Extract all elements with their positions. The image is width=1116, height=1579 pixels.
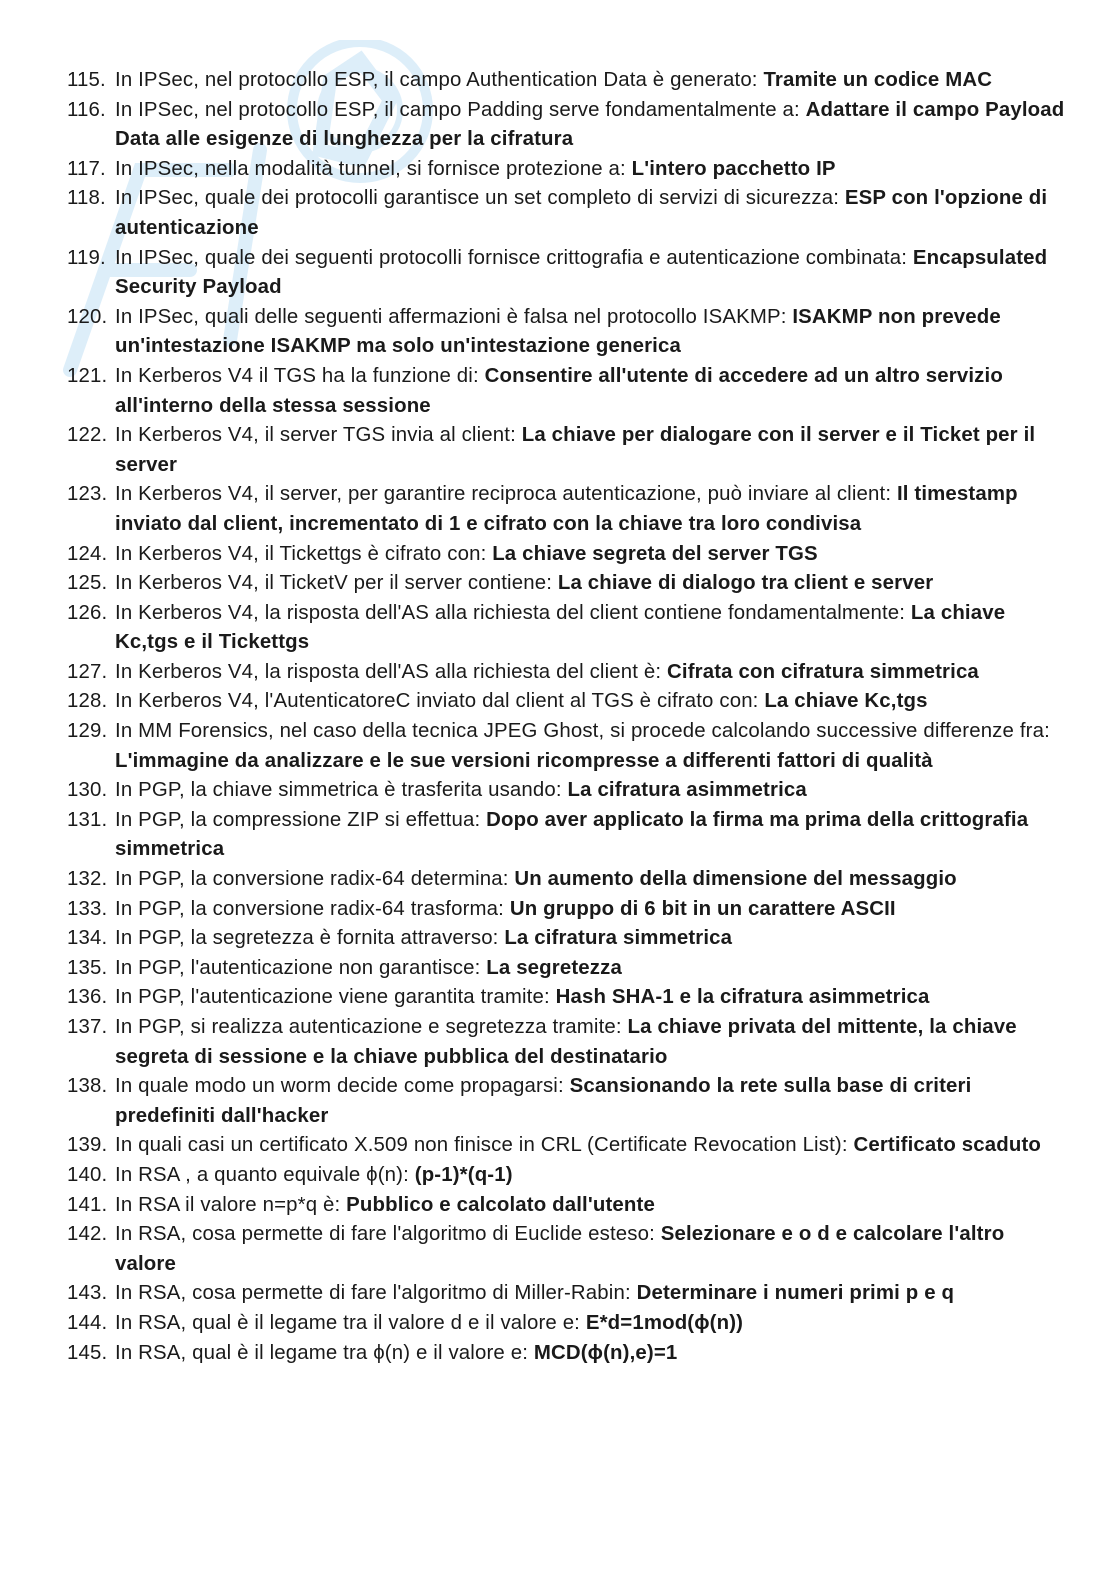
- item-number: 115.: [67, 69, 106, 91]
- item-question: In RSA, qual è il legame tra ϕ(n) e il valore e:: [115, 1341, 534, 1364]
- list-item: [67, 924, 1067, 954]
- item-answer: La segretezza: [486, 956, 622, 979]
- item-number: 128.: [67, 690, 108, 713]
- item-answer: Un gruppo di 6 bit in un carattere ASCII: [509, 897, 896, 920]
- item-answer: Pubblico e calcolato dall'utente: [346, 1193, 655, 1216]
- item-answer: Hash SHA-1 e la cifratura asimmetrica: [555, 986, 930, 1009]
- item-answer: La chiave segreta del server TGS: [492, 542, 818, 565]
- item-number: 122.: [67, 424, 108, 447]
- item-answer: Determinare i numeri primi p e q: [636, 1282, 955, 1305]
- item-number: 123.: [67, 483, 108, 506]
- item-answer: Certificato scaduto: [853, 1134, 1041, 1157]
- item-number: 142.: [67, 1223, 108, 1246]
- item-question: In Kerberos V4, la risposta dell'AS alla richiesta del client è:: [115, 660, 668, 683]
- item-number: 130.: [67, 779, 108, 802]
- list-item: [67, 96, 1067, 155]
- list-item: [67, 1339, 1067, 1369]
- item-question: In MM Forensics, nel caso della tecnica JPEG Ghost, si procede calcolando successive differenze fra:: [115, 720, 1050, 743]
- list-item: [67, 983, 1067, 1013]
- item-question: In IPSec, quale dei seguenti protocolli fornisce crittografia e autenticazione combinata:: [115, 246, 913, 269]
- item-question: In PGP, la segretezza è fornita attraverso:: [115, 927, 505, 950]
- item-question: In IPSec, nel protocollo ESP, il campo Authentication Data è generato:: [115, 69, 764, 91]
- list-item: [67, 1309, 1067, 1339]
- item-number: 141.: [67, 1193, 108, 1216]
- item-answer: Il timestamp inviato dal client, incrementato di 1 e cifrato con la chiave tra loro condivisa: [115, 483, 1018, 535]
- item-number: 127.: [67, 660, 108, 683]
- list-item: [67, 1191, 1067, 1221]
- item-number: 131.: [67, 808, 108, 831]
- item-answer: Cifrata con cifratura simmetrica: [667, 660, 979, 683]
- item-question: In Kerberos V4 il TGS ha la funzione di:: [115, 364, 485, 387]
- item-number: 136.: [67, 986, 108, 1009]
- item-number: 145.: [67, 1341, 108, 1364]
- list-item: [67, 658, 1067, 688]
- item-question: In Kerberos V4, il server TGS invia al client:: [115, 424, 522, 447]
- item-question: In RSA, cosa permette di fare l'algoritmo di Miller-Rabin:: [115, 1282, 637, 1305]
- item-number: 144.: [67, 1311, 108, 1334]
- item-number: 116.: [67, 98, 106, 121]
- item-answer: Un aumento della dimensione del messaggio: [514, 868, 957, 891]
- item-answer: Consentire all'utente di accedere ad un altro servizio all'interno della stessa sessione: [115, 364, 1003, 417]
- item-question: In IPSec, nella modalità tunnel, si fornisce protezione a:: [115, 157, 632, 180]
- item-question: In PGP, l'autenticazione non garantisce:: [115, 956, 487, 979]
- item-number: 143.: [67, 1282, 108, 1305]
- list-item: [67, 155, 1067, 185]
- item-question: In RSA, cosa permette di fare l'algoritmo di Euclide esteso:: [115, 1223, 661, 1246]
- item-number: 139.: [67, 1134, 108, 1157]
- list-item: [67, 1220, 1067, 1279]
- list-item: [67, 66, 1067, 96]
- item-question: In Kerberos V4, la risposta dell'AS alla richiesta del client contiene fondamentalmente:: [115, 601, 911, 624]
- list-item: [67, 1279, 1067, 1309]
- item-answer: Tramite un codice MAC: [763, 69, 993, 91]
- list-item: [67, 1161, 1067, 1191]
- item-number: 117.: [67, 157, 106, 180]
- item-answer: L'immagine da analizzare e le sue versioni ricompresse a differenti fattori di qualità: [115, 749, 933, 772]
- item-number: 133.: [67, 897, 108, 920]
- list-item: [67, 421, 1067, 480]
- item-number: 126.: [67, 601, 108, 624]
- item-number: 140.: [67, 1163, 108, 1186]
- item-answer: Adattare il campo Payload Data alle esigenze di lunghezza per la cifratura: [115, 98, 1065, 151]
- item-question: In Kerberos V4, l'AutenticatoreC inviato dal client al TGS è cifrato con:: [115, 690, 765, 713]
- item-number: 124.: [67, 542, 108, 565]
- item-answer: (p-1)*(q-1): [414, 1163, 513, 1186]
- list-item: [67, 184, 1067, 243]
- list-item: [67, 599, 1067, 658]
- item-number: 121.: [67, 364, 108, 387]
- item-answer: Selezionare e o d e calcolare l'altro valore: [115, 1223, 1005, 1275]
- list-item: [67, 540, 1067, 570]
- item-question: In IPSec, nel protocollo ESP, il campo Padding serve fondamentalmente a:: [115, 98, 806, 121]
- item-number: 132.: [67, 868, 108, 891]
- list-item: [67, 954, 1067, 984]
- item-number: 129.: [67, 720, 108, 743]
- item-answer: E*d=1mod(ϕ(n)): [585, 1311, 744, 1334]
- item-number: 137.: [67, 1016, 108, 1038]
- item-answer: ISAKMP non prevede un'intestazione ISAKMP ma solo un'intestazione generica: [115, 305, 1001, 358]
- item-number: 138.: [67, 1075, 108, 1098]
- item-answer: L'intero pacchetto IP: [631, 157, 836, 180]
- item-answer: La cifratura simmetrica: [504, 927, 733, 950]
- list-item: [67, 895, 1067, 925]
- item-question: In quali casi un certificato X.509 non finisce in CRL (Certificate Revocation List):: [115, 1134, 854, 1157]
- item-question: In PGP, la conversione radix-64 trasforma:: [115, 897, 510, 920]
- item-question: In PGP, si realizza autenticazione e segretezza tramite:: [115, 1016, 628, 1038]
- item-answer: Scansionando la rete sulla base di criteri predefiniti dall'hacker: [115, 1075, 972, 1127]
- item-answer: La chiave privata del mittente, la chiave segreta di sessione e la chiave pubblica del destinatario: [115, 1016, 1017, 1068]
- list-item: [67, 480, 1067, 539]
- item-question: In RSA il valore n=p*q è:: [115, 1193, 347, 1216]
- list-item: [67, 244, 1067, 303]
- item-answer: La chiave di dialogo tra client e server: [557, 572, 934, 595]
- item-question: In RSA , a quanto equivale ϕ(n):: [115, 1163, 415, 1186]
- list-item: [67, 362, 1067, 421]
- list-item: [67, 1131, 1067, 1161]
- item-number: 125.: [67, 572, 108, 595]
- item-answer: ESP con l'opzione di autenticazione: [115, 187, 1048, 239]
- item-question: In PGP, l'autenticazione viene garantita tramite:: [115, 986, 556, 1009]
- list-item: [67, 1013, 1067, 1072]
- list-item: [67, 687, 1067, 717]
- item-answer: La cifratura asimmetrica: [567, 779, 807, 802]
- item-number: 119.: [67, 246, 106, 269]
- item-answer: La chiave per dialogare con il server e il Ticket per il server: [115, 424, 1036, 476]
- item-question: In PGP, la compressione ZIP si effettua:: [115, 808, 487, 831]
- item-question: In quale modo un worm decide come propagarsi:: [115, 1075, 570, 1098]
- item-question: In RSA, qual è il legame tra il valore d e il valore e:: [115, 1311, 586, 1334]
- item-answer: Dopo aver applicato la firma ma prima della crittografia simmetrica: [115, 808, 1029, 861]
- item-answer: La chiave Kc,tgs e il Tickettgs: [115, 601, 1006, 654]
- item-question: In PGP, la conversione radix-64 determina:: [115, 868, 515, 891]
- list-item: [67, 865, 1067, 895]
- list-item: [67, 569, 1067, 599]
- list-item: [67, 776, 1067, 806]
- item-number: 118.: [67, 187, 106, 210]
- item-number: 135.: [67, 956, 108, 979]
- item-answer: Encapsulated Security Payload: [115, 246, 1048, 299]
- list-item: [67, 1072, 1067, 1131]
- item-question: In IPSec, quale dei protocolli garantisce un set completo di servizi di sicurezza:: [115, 187, 845, 210]
- item-question: In Kerberos V4, il TicketV per il server contiene:: [115, 572, 558, 595]
- list-item: [67, 303, 1067, 362]
- item-number: 134.: [67, 927, 108, 950]
- item-question: In PGP, la chiave simmetrica è trasferita usando:: [115, 779, 568, 802]
- item-answer: MCD(ϕ(n),e)=1: [533, 1341, 678, 1364]
- question-answer-list: [67, 66, 1067, 1368]
- item-answer: La chiave Kc,tgs: [764, 690, 928, 713]
- item-question: In IPSec, quali delle seguenti affermazioni è falsa nel protocollo ISAKMP:: [115, 305, 793, 328]
- item-number: 120.: [67, 305, 108, 328]
- item-question: In Kerberos V4, il server, per garantire reciproca autenticazione, può inviare al client:: [115, 483, 897, 506]
- list-item: [67, 806, 1067, 865]
- list-item: [67, 717, 1067, 776]
- item-question: In Kerberos V4, il Tickettgs è cifrato con:: [115, 542, 493, 565]
